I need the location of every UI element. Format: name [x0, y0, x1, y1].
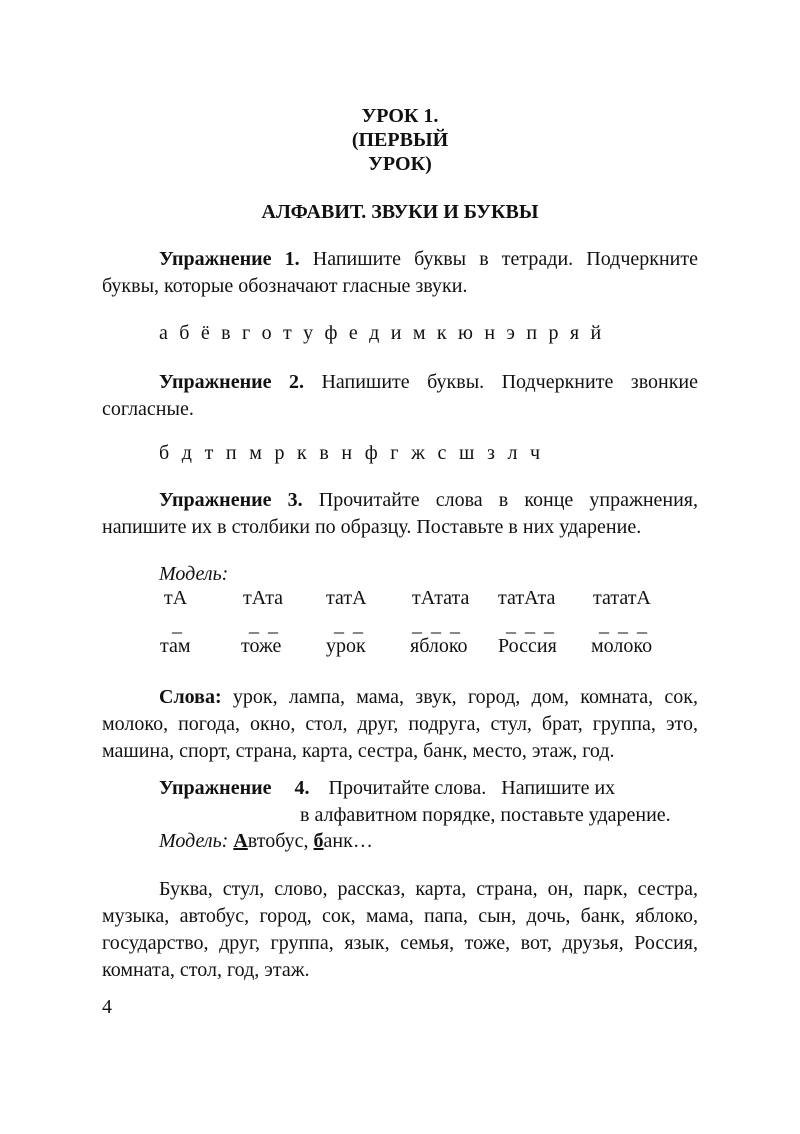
letter: о: [261, 322, 272, 344]
exercise-1: [102, 246, 698, 300]
model-pattern: татА: [326, 587, 367, 609]
model-stress-mark: _ _ _: [412, 614, 462, 636]
letter: м: [412, 322, 426, 344]
model-pattern: тататА: [593, 587, 651, 609]
letter: р: [274, 442, 285, 464]
letter: м: [249, 442, 262, 464]
model-stress-mark: _ _ _: [599, 614, 649, 636]
letter: к: [436, 322, 447, 344]
model-example: тоже: [241, 635, 282, 657]
letter: в: [319, 442, 329, 464]
exercise-4-text-line2: в алфавитном порядке, поставьте ударение.: [300, 804, 671, 826]
exercise-4-label: Упражнение 4.: [159, 777, 310, 799]
letter: с: [437, 442, 447, 464]
letter: д: [369, 322, 380, 344]
model-stress-mark: _ _: [249, 614, 280, 636]
letter: б: [159, 442, 170, 464]
section-heading: АЛФАВИТ. ЗВУКИ И БУКВЫ: [261, 201, 539, 223]
letter: з: [486, 442, 495, 464]
exercise-3-words: [102, 684, 698, 765]
letter: п: [526, 322, 538, 344]
model-pattern: татАта: [498, 587, 556, 609]
exercise-2: [102, 369, 698, 423]
model-pattern: тА: [164, 587, 188, 609]
letter: ш: [458, 442, 475, 464]
exercise-1-text: Напишите буквы в тетради. Подчеркните буквы, которые обозначают гласные звуки.: [102, 248, 699, 297]
letter: н: [341, 442, 353, 464]
letter: к: [297, 442, 307, 464]
exercise-4-line1: [159, 777, 615, 800]
exercise-3-label: Упражнение 3.: [159, 489, 303, 511]
model-word2-stressed-letter: б: [313, 830, 324, 852]
model-pattern: тАта: [243, 587, 284, 609]
letter: т: [204, 442, 214, 464]
letter: г: [390, 442, 399, 464]
letter: я: [569, 322, 580, 344]
model-examples-row: [0, 635, 800, 663]
exercise-3: [102, 487, 698, 541]
model-example: молоко: [591, 635, 653, 657]
letter: г: [241, 322, 251, 344]
letter: в: [221, 322, 231, 344]
letter: р: [548, 322, 559, 344]
letter: п: [225, 442, 237, 464]
model-pattern: тАтата: [412, 587, 470, 609]
letter: е: [348, 322, 358, 344]
exercise-1-letters: [159, 322, 613, 345]
letter: а: [159, 322, 168, 344]
model-example: Россия: [498, 635, 557, 657]
model-word1-stressed-letter: А: [233, 830, 248, 852]
letter: ю: [457, 322, 473, 344]
letter: н: [484, 322, 496, 344]
model-stress-mark: _ _: [334, 614, 365, 636]
letter: ф: [324, 322, 338, 344]
letter: й: [590, 322, 602, 344]
letter: б: [179, 322, 190, 344]
exercise-3-model-label: Модель:: [159, 563, 229, 585]
letter: л: [507, 442, 518, 464]
model-example: яблоко: [410, 635, 468, 657]
lesson-title-line2: (ПЕРВЫЙ: [351, 129, 449, 151]
model-stress-mark: _ _ _: [506, 614, 556, 636]
model-stress-mark: _: [172, 614, 184, 636]
letter: у: [303, 322, 314, 344]
model-word1-rest: втобус,: [247, 830, 309, 852]
exercise-1-label: Упражнение 1.: [159, 248, 300, 270]
letter: т: [282, 322, 292, 344]
model-example: там: [160, 635, 191, 657]
letter: ф: [364, 442, 378, 464]
exercise-2-label: Упражнение 2.: [159, 371, 304, 393]
letter: и: [390, 322, 402, 344]
letter: д: [181, 442, 192, 464]
exercise-4-model: [159, 830, 373, 853]
exercise-4-text-line1: Прочитайте слова. Напишите их: [328, 777, 616, 799]
letter: э: [506, 322, 515, 344]
exercise-2-text: Напишите буквы. Подчеркните звонкие согласные.: [102, 371, 699, 420]
exercise-3-text: Прочитайте слова в конце упражнения, напишите их в столбики по образцу. Поставьте в них ударение.: [102, 489, 699, 538]
exercise-3-words-text: урок, лампа, мама, звук, город, дом, комната, сок, молоко, погода, окно, стол, друг, подруга, стул, брат, группа, это, машина, спорт, страна, карта, сестра, банк, место, этаж, год.: [102, 686, 698, 762]
page-number: 4: [102, 996, 112, 1018]
model-example: урок: [326, 635, 366, 657]
exercise-4-model-label: Модель:: [159, 830, 229, 852]
letter: ж: [411, 442, 425, 464]
letter: ё: [200, 322, 210, 344]
exercise-3-words-label: Слова:: [159, 686, 222, 708]
letter: ч: [530, 442, 541, 464]
exercise-4-words: Буква, стул, слово, рассказ, карта, страна, он, парк, сестра, музыка, автобус, город, сок, мама, папа, сын, дочь, банк, яблоко, государство, друг, группа, язык, семья, тоже, вот, друзья, Россия, комната, стол, год, этаж.: [102, 878, 698, 981]
model-patterns-row: [0, 587, 800, 615]
lesson-title-line3: УРОК): [368, 153, 432, 175]
model-word2-rest: анк…: [323, 830, 373, 852]
exercise-2-letters: [159, 442, 553, 465]
lesson-title-line1: УРОК 1.: [361, 105, 439, 127]
